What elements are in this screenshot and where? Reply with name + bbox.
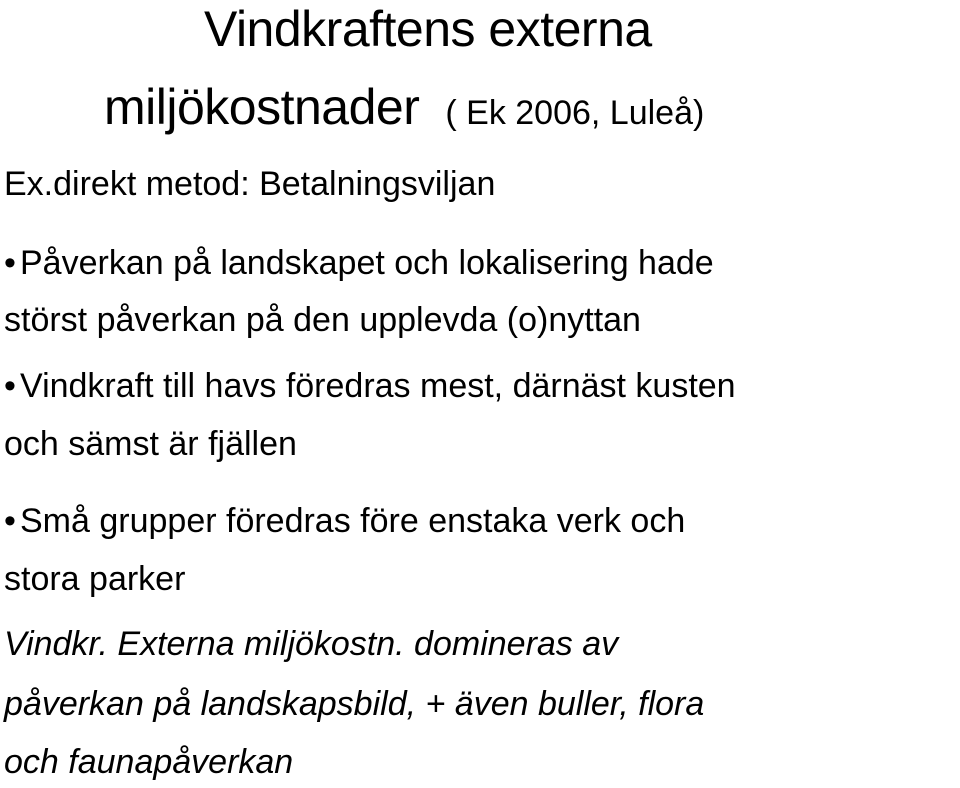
method-line	[4, 167, 495, 201]
conclusion-line-3	[4, 745, 293, 779]
slide-title-line-2	[104, 79, 705, 135]
bullet-1-line-1	[4, 246, 714, 280]
bullet-1-text-1: Påverkan på landskapet och lokalisering hade	[20, 244, 714, 282]
method-text: Ex.direkt metod: Betalningsviljan	[4, 165, 496, 203]
bullet-1-dot: •	[4, 244, 16, 282]
bullet-2-line-2	[4, 427, 297, 461]
bullet-2-text-2: och sämst är fjällen	[4, 425, 297, 463]
slide-title-line-1	[204, 1, 652, 57]
bullet-1-text-2: störst påverkan på den upplevda (o)nyttan	[4, 301, 641, 339]
title-text-2: miljökostnader	[104, 79, 420, 135]
bullet-2-text-1: Vindkraft till havs föredras mest, därnäst kusten	[20, 367, 736, 405]
bullet-3-line-2	[4, 562, 185, 596]
bullet-2-line-1	[4, 369, 736, 403]
bullet-3-line-1	[4, 504, 685, 538]
conclusion-line-1	[4, 627, 618, 661]
title-subtitle: ( Ek 2006, Luleå)	[445, 94, 705, 132]
bullet-3-text-2: stora parker	[4, 560, 186, 598]
conclusion-line-2	[4, 687, 704, 721]
conclusion-text-3: och faunapåverkan	[4, 743, 294, 781]
bullet-2-dot: •	[4, 367, 16, 405]
title-text-1: Vindkraftens externa	[204, 1, 652, 57]
bullet-1-line-2	[4, 303, 641, 337]
bullet-3-dot: •	[4, 502, 16, 540]
conclusion-text-2: påverkan på landskapsbild, + även buller, flora	[4, 685, 705, 723]
bullet-3-text-1: Små grupper föredras före enstaka verk och	[20, 502, 686, 540]
conclusion-text-1: Vindkr. Externa miljökostn. domineras av	[4, 625, 619, 663]
